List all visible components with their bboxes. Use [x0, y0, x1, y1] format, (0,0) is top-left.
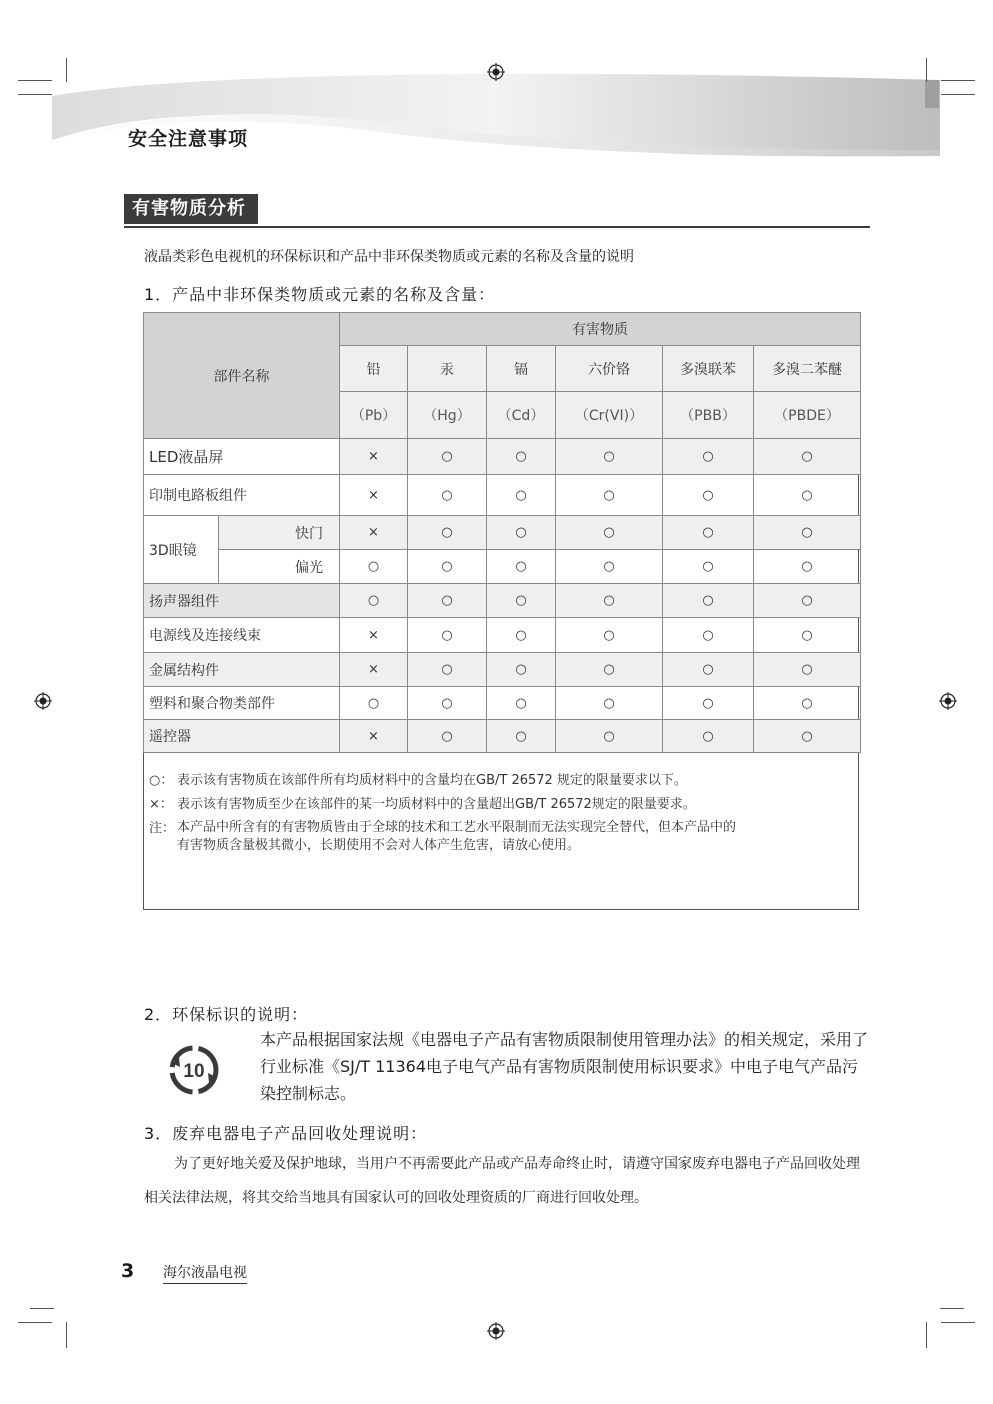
table-cell: ○ [754, 475, 861, 516]
table-cell: ○ [556, 584, 663, 618]
component-header: 部件名称 [144, 313, 340, 439]
table-cell: ○ [663, 653, 754, 687]
substance-name: 六价铬 [556, 346, 663, 392]
note-mark: 注： [149, 821, 176, 836]
table-cell: ○ [556, 687, 663, 720]
table-cell: ○ [663, 720, 754, 753]
table-cell: × [340, 653, 408, 687]
table-cell: ○ [754, 584, 861, 618]
component-subname: 快门 [219, 516, 340, 550]
table-cell: × [340, 516, 408, 550]
component-name: LED液晶屏 [144, 439, 340, 475]
part1-heading: 1．产品中非环保类物质或元素的名称及含量： [144, 285, 496, 304]
component-name: 扬声器组件 [144, 584, 340, 618]
crop-mark [18, 1322, 52, 1323]
part3-body: 为了更好地关爱及保护地球，当用户不再需要此产品或产品寿命终止时，请遵守国家废弃电器电子产品回收处理相关法律法规，将其交给当地具有国家认可的回收处理资质的厂商进行回收处理。 [144, 1156, 860, 1206]
substance-name: 多溴二苯醚 [754, 346, 861, 392]
substance-name: 镉 [487, 346, 556, 392]
table-cell: ○ [408, 687, 487, 720]
table-cell: ○ [754, 516, 861, 550]
table-cell: ○ [663, 475, 754, 516]
note-text: 表示该有害物质在该部件所有均质材料中的含量均在GB/T 26572 规定的限量要求以下。 [177, 773, 687, 788]
substance-name: 汞 [408, 346, 487, 392]
table-cell: ○ [556, 475, 663, 516]
table-cell: ○ [663, 550, 754, 584]
table-cell: ○ [754, 687, 861, 720]
table-row [144, 618, 861, 653]
table-row [144, 687, 861, 720]
table-cell: ○ [408, 584, 487, 618]
component-subname: 偏光 [219, 550, 340, 584]
table-cell: ○ [487, 653, 556, 687]
component-name: 3D眼镜 [144, 516, 219, 584]
table-cell: × [340, 618, 408, 653]
table-cell: ○ [340, 550, 408, 584]
table-cell: ○ [340, 687, 408, 720]
table-cell: ○ [663, 618, 754, 653]
substance-symbol: （PBB） [663, 392, 754, 439]
component-name: 遥控器 [144, 720, 340, 753]
table-cell: ○ [340, 584, 408, 618]
crop-mark [926, 1322, 927, 1348]
table-notes [149, 771, 849, 855]
component-name: 印制电路板组件 [144, 475, 340, 516]
table-cell: ○ [408, 653, 487, 687]
table-cell: ○ [556, 550, 663, 584]
table-cell: ○ [754, 653, 861, 687]
table-cell: ○ [487, 550, 556, 584]
note-item [149, 771, 849, 791]
table-row [144, 550, 861, 584]
page-header-title: 安全注意事项 [128, 128, 249, 150]
table-cell: ○ [556, 720, 663, 753]
page-number: 3 [121, 1260, 135, 1282]
table-cell: ○ [663, 439, 754, 475]
table-cell: ○ [663, 516, 754, 550]
table-cell: ○ [487, 687, 556, 720]
table-cell: ○ [754, 550, 861, 584]
component-name: 塑料和聚合物类部件 [144, 687, 340, 720]
table-cell: × [340, 439, 408, 475]
table-cell: ○ [663, 584, 754, 618]
section-divider [124, 226, 870, 228]
intro-text: 液晶类彩色电视机的环保标识和产品中非环保类物质或元素的名称及含量的说明 [144, 249, 634, 265]
note-text: 本产品中所含有的有害物质皆由于全球的技术和工艺水平限制而无法实现完全替代，但本产品中的 [177, 820, 737, 835]
note-text-continued: 有害物质含量极其微小，长期使用不会对人体产生危害，请放心使用。 [177, 838, 581, 853]
registration-mark-icon [939, 692, 957, 710]
note-item [149, 819, 849, 855]
note-mark: ○： [149, 773, 174, 788]
registration-mark-icon [34, 692, 52, 710]
crop-mark [926, 58, 927, 82]
logo-number: 10 [183, 1061, 205, 1082]
crop-mark [66, 58, 67, 82]
crop-mark [18, 80, 52, 81]
crop-mark [66, 1322, 67, 1348]
table-cell: × [340, 475, 408, 516]
substance-symbol: （Pb） [340, 392, 408, 439]
crop-mark [941, 80, 975, 81]
crop-mark [30, 1308, 54, 1309]
table-cell: ○ [754, 618, 861, 653]
table-row [144, 439, 861, 475]
table-cell: ○ [487, 584, 556, 618]
table-cell: ○ [487, 439, 556, 475]
part2-heading: 2．环保标识的说明： [144, 1005, 309, 1024]
table-cell: ○ [556, 653, 663, 687]
table-row [144, 516, 861, 550]
registration-mark-icon [487, 63, 505, 81]
registration-mark-icon [487, 1322, 505, 1340]
table-cell: ○ [663, 687, 754, 720]
table-cell: ○ [556, 516, 663, 550]
pollution-control-logo-icon [167, 1043, 221, 1097]
crop-mark [941, 94, 975, 95]
note-item [149, 795, 849, 815]
crop-mark [18, 94, 52, 95]
footer-brand: 海尔液晶电视 [163, 1262, 247, 1284]
component-name: 金属结构件 [144, 653, 340, 687]
table-row [144, 653, 861, 687]
note-mark: ×： [149, 797, 173, 812]
component-name: 电源线及连接线束 [144, 618, 340, 653]
substance-symbol: （Cr(VI)） [556, 392, 663, 439]
table-row [144, 475, 861, 516]
part3-heading: 3．废弃电器电子产品回收处理说明： [144, 1124, 428, 1143]
table-cell: ○ [408, 439, 487, 475]
substance-symbol: （Cd） [487, 392, 556, 439]
substance-symbol: （PBDE） [754, 392, 861, 439]
crop-mark [940, 1308, 964, 1309]
substance-name: 多溴联苯 [663, 346, 754, 392]
part2-body: 本产品根据国家法规《电器电子产品有害物质限制使用管理办法》的相关规定，采用了行业标准《SJ/T 11364电子电气产品有害物质限制使用标识要求》中电子电气产品污染控制标志。 [260, 1030, 869, 1103]
table-cell: ○ [408, 720, 487, 753]
substance-name: 铅 [340, 346, 408, 392]
table-cell: ○ [487, 516, 556, 550]
table-cell: ○ [408, 516, 487, 550]
table-cell: ○ [556, 618, 663, 653]
substance-symbol: （Hg） [408, 392, 487, 439]
table-cell: ○ [754, 720, 861, 753]
table-cell: ○ [487, 618, 556, 653]
crop-mark [941, 1322, 975, 1323]
table-cell: × [340, 720, 408, 753]
hazardous-header: 有害物质 [340, 313, 861, 346]
table-cell: ○ [408, 550, 487, 584]
table-row [144, 584, 861, 618]
note-text-block [177, 819, 736, 855]
table-cell: ○ [408, 475, 487, 516]
table-cell: ○ [408, 618, 487, 653]
table-cell: ○ [556, 439, 663, 475]
section-title-tag: 有害物质分析 [124, 194, 258, 224]
hazardous-substance-table [143, 312, 861, 753]
table-row [144, 720, 861, 753]
table-cell: ○ [487, 720, 556, 753]
table-cell: ○ [754, 439, 861, 475]
note-text: 表示该有害物质至少在该部件的某一均质材料中的含量超出GB/T 26572规定的限量要求。 [177, 797, 696, 812]
table-cell: ○ [487, 475, 556, 516]
